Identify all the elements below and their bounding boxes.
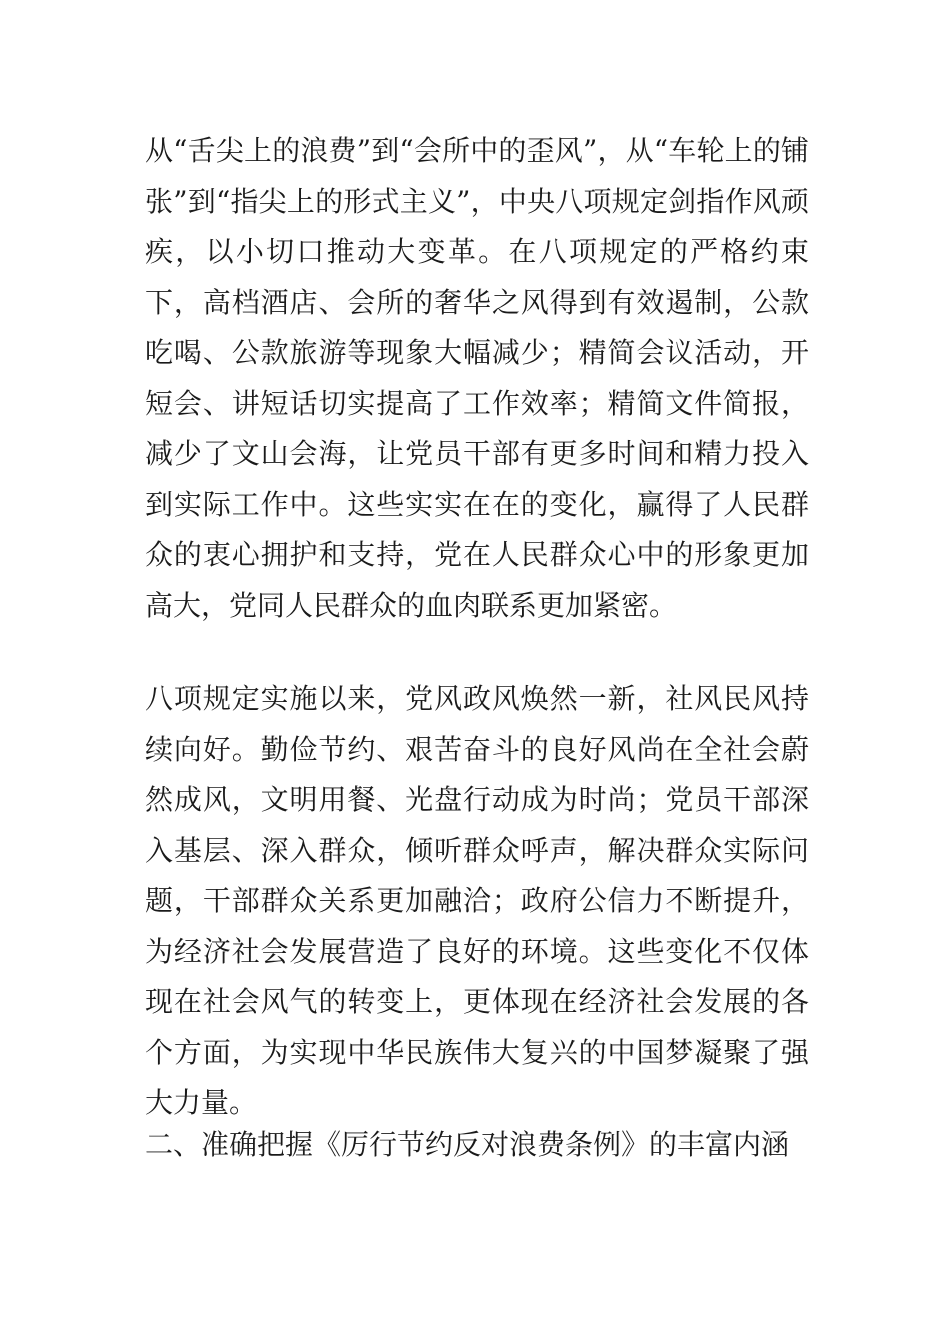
- body-paragraph-2: 八项规定实施以来，党风政风焕然一新，社风民风持续向好。勤俭节约、艰苦奋斗的良好风尚在全社会蔚然成风，文明用餐、光盘行动成为时尚；党员干部深入基层、深入群众，倾听群众呼声，解决群众实际问题，干部群众关系更加融洽；政府公信力不断提升，为经济社会发展营造了良好的环境。这些变化不仅体现在社会风气的转变上，更体现在经济社会发展的各个方面，为实现中华民族伟大复兴的中国梦凝聚了强大力量。: [145, 682, 809, 1119]
- body-paragraph-1: 从“舌尖上的浪费”到“会所中的歪风”，从“车轮上的铺张”到“指尖上的形式主义”，中央八项规定剑指作风顽疾，以小切口推动大变革。在八项规定的严格约束下，高档酒店、会所的奢华之风得到有效遏制，公款吃喝、公款旅游等现象大幅减少；精简会议活动，开短会、讲短话切实提高了工作效率；精简文件简报，减少了文山会海，让党员干部有更多时间和精力投入到实际工作中。这些实实在在的变化，赢得了人民群众的衷心拥护和支持，党在人民群众心中的形象更加高大，党同人民群众的血肉联系更加紧密。: [145, 134, 809, 622]
- section-heading: 二、准确把握《厉行节约反对浪费条例》的丰富内涵: [145, 1128, 790, 1161]
